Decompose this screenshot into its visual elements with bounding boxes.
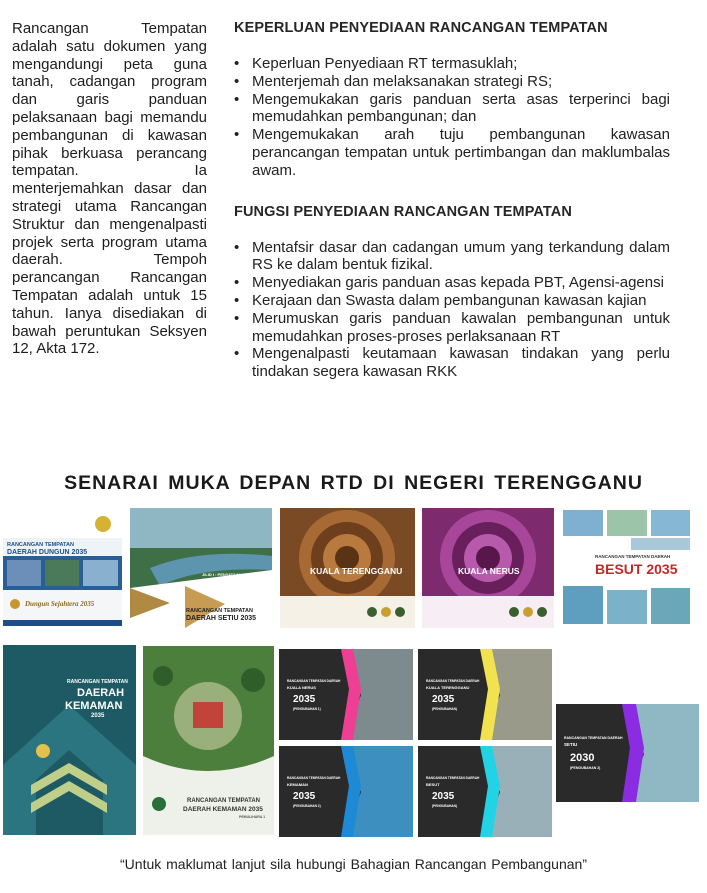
intro-paragraph: Rancangan Tempatan adalah satu dokumen yang mengandungi peta guna tanah, cadangan program dan garis panduan pelaksanaan bagi memandu pembangunan di kawasan pihak berkuasa perancang tempatan. Ia menterjemahkan dasar dan strategi utama Rancangan Struktur dan mengenalpasti projek serta program utama daerah. Tempoh perancangan Rancangan Tempatan adalah untuk 15 tahun. Ianya disediakan di bawah peruntukan Seksyen 12, Akta 172.: [12, 20, 207, 358]
cover-text: Dungun Sejahtera 2035: [25, 600, 95, 608]
cover-text: RANCANGAN TEMPATAN: [67, 679, 128, 685]
cover-kemaman-2: [143, 646, 274, 835]
cover-text: RANCANGAN TEMPATAN DAERAH: [426, 776, 480, 780]
cover-text: 2035: [432, 791, 455, 802]
keperluan-list: [234, 55, 670, 180]
cover-text: (PENGUBAHAN 1): [293, 707, 321, 711]
cover-text: PEMULIHARA 1: [239, 815, 266, 819]
list-item: • Mentafsir dasar dan cadangan umum yang terkandung dalam RS ke dalam bentuk fizikal.: [234, 239, 670, 275]
list-item: • Menterjemah dan melaksanakan strategi RS;: [234, 73, 670, 91]
cover-text: RANCANGAN TEMPATAN DAERAH: [287, 776, 341, 780]
list-item: • Merumuskan garis panduan kawalan pembangunan untuk memudahkan proses-proses perlaksanaan RT: [234, 310, 670, 346]
cover-text: (PENGUBAHAN 2): [570, 766, 601, 770]
cover-text: BESUT 2035: [595, 561, 678, 577]
cover-text: 2035: [293, 694, 316, 705]
cover-text: 2035: [293, 791, 316, 802]
cover-kuala-nerus: [422, 508, 554, 628]
fungsi-list: [234, 239, 670, 381]
cover-besut-pengubahan: [418, 746, 552, 837]
cover-text: SETIU: [564, 742, 578, 747]
cover-text: DAERAH DUNGUN 2035: [7, 549, 88, 556]
gallery-title: SENARAI MUKA DEPAN RTD DI NEGERI TERENGGANU: [64, 472, 643, 494]
section-title-fungsi: FUNGSI PENYEDIAAN RANCANGAN TEMPATAN: [234, 203, 572, 220]
cover-text: (PENGUBAHAN): [432, 804, 457, 808]
cover-text: RANCANGAN TEMPATAN DAERAH: [595, 554, 671, 559]
cover-text: RANCANGAN TEMPATAN DAERAH: [287, 679, 341, 683]
cover-kemaman-1: [3, 645, 136, 835]
cover-text: RANCANGAN TEMPATAN: [7, 542, 74, 548]
cover-text: RANCANGAN TEMPATAN DAERAH: [564, 736, 623, 740]
cover-kuala-nerus-pengubahan: [279, 649, 413, 740]
cover-text: 2035: [91, 713, 105, 719]
cover-text: KUALA TERENGGANU: [310, 566, 403, 576]
cover-text: KEMAMAN: [65, 700, 123, 712]
cover-text: DAERAH KEMAMAN 2035: [183, 806, 263, 813]
list-item: • Mengenalpasti keutamaan kawasan tindakan yang perlu tindakan segera kawasan RKK: [234, 345, 670, 381]
cover-text: (PENGUBAHAN 2): [293, 804, 321, 808]
cover-kemaman-pengubahan: [279, 746, 413, 837]
cover-text: 2035: [432, 694, 455, 705]
list-item: • Menyediakan garis panduan asas kepada PBT, Agensi-agensi: [234, 274, 670, 292]
footer-note: “Untuk maklumat lanjut sila hubungi Bahagian Rancangan Pembangunan”: [120, 856, 587, 872]
cover-text: KEMAMAN: [287, 782, 308, 787]
cover-text: RANCANGAN TEMPATAN DAERAH: [426, 679, 480, 683]
cover-kuala-terengganu: [280, 508, 415, 628]
cover-text: BESUT: [426, 782, 440, 787]
cover-text: JILID I : PENYATAAN DERTULIS DAN STRATEGI PEMBANGUNAN: [202, 572, 265, 582]
list-item: • Keperluan Penyediaan RT termasuklah;: [234, 55, 670, 73]
list-item: • Mengemukakan garis panduan serta asas terperinci bagi memudahkan pembangunan; dan: [234, 91, 670, 127]
cover-besut: [561, 508, 692, 628]
cover-text: (PENGUBAHAN): [432, 707, 457, 711]
cover-text: RANCANGAN TEMPATAN: [186, 608, 253, 614]
cover-text: KUALA NERUS: [458, 566, 520, 576]
cover-setiu-pengubahan: [556, 704, 699, 802]
cover-text: DAERAH SETIU 2035: [186, 615, 257, 622]
cover-kuala-terengganu-pengubahan: [418, 649, 552, 740]
cover-setiu: [130, 508, 272, 628]
requirements-column: [234, 20, 670, 381]
section-title-keperluan: KEPERLUAN PENYEDIAAN RANCANGAN TEMPATAN: [234, 20, 608, 36]
cover-text: KUALA TERENGGANU: [426, 685, 470, 690]
cover-text: KUALA NERUS: [287, 685, 316, 690]
list-item: • Mengemukakan arah tuju pembangunan kawasan perancangan tempatan untuk pertimbangan dan maklumbalas awam.: [234, 126, 670, 179]
list-item: • Kerajaan dan Swasta dalam pembangunan kawasan kajian: [234, 292, 670, 310]
cover-text: 2030: [570, 752, 595, 764]
cover-text: DAERAH: [77, 687, 125, 699]
cover-dungun: [3, 508, 122, 626]
cover-text: RANCANGAN TEMPATAN: [187, 798, 260, 804]
